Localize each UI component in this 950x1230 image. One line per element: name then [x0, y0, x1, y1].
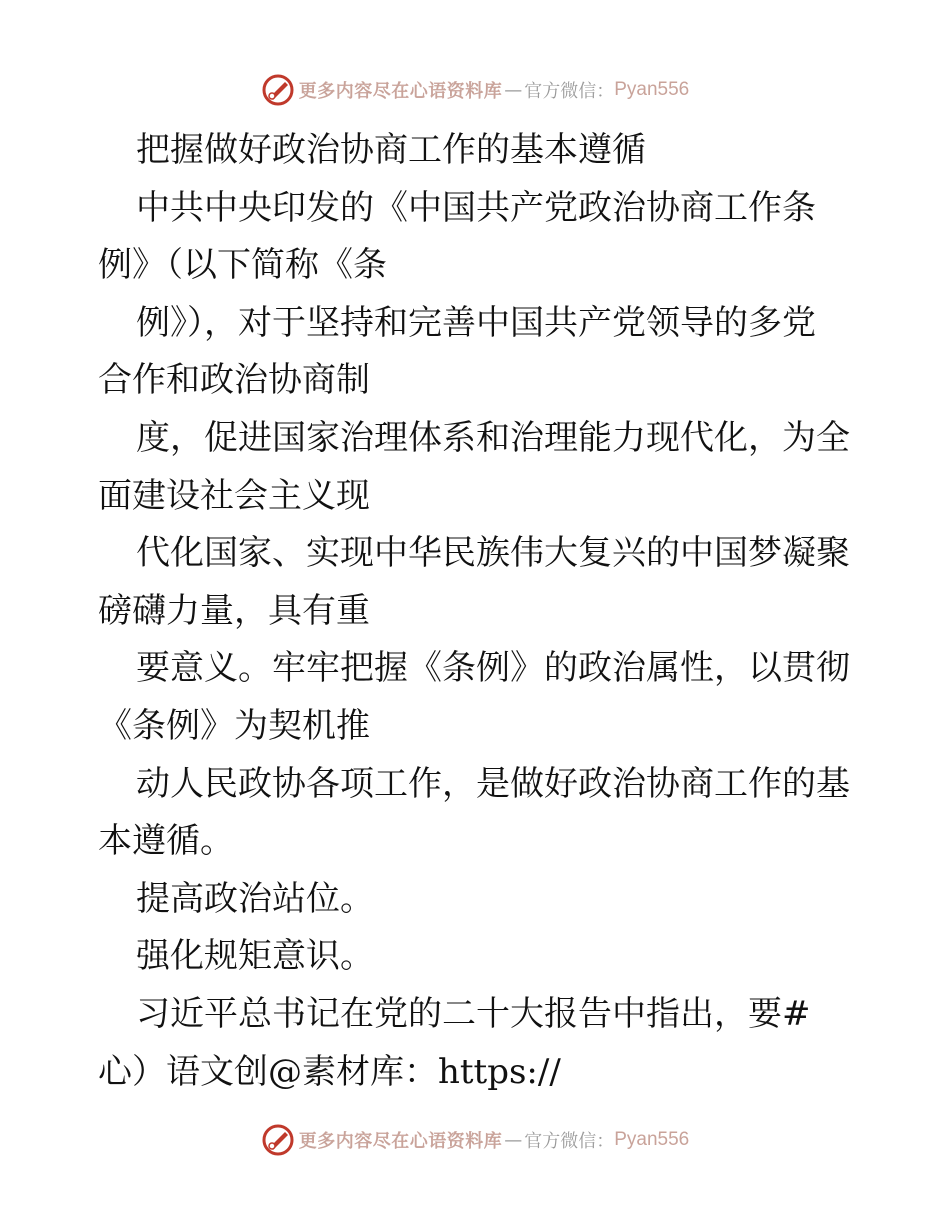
text-line: 例》（以下简称《条 — [98, 245, 387, 286]
text-line: 把握做好政治协商工作的基本遵循 — [136, 130, 646, 170]
text-line: 合作和政治协商制 — [98, 360, 370, 401]
text-line: 习近平总书记在党的二十大报告中指出，要# — [136, 993, 811, 1034]
text-line: 例》），对于坚持和完善中国共产党领导的多党 — [136, 302, 816, 343]
text-line: 提高政治站位。 — [136, 878, 374, 919]
text-line: 中共中央印发的《中国共产党政治协商工作条 — [136, 187, 816, 228]
logo-icon — [261, 73, 295, 107]
text-line: 磅礴力量，具有重 — [98, 590, 370, 631]
text-line: 强化规矩意识。 — [136, 936, 374, 977]
text-line: 度，促进国家治理体系和治理能力现代化，为全 — [136, 417, 850, 458]
text-line: 面建设社会主义现 — [98, 475, 370, 516]
banner-wechat-label: 官方微信： — [524, 1131, 615, 1152]
banner-wechat-id: Pyan556 — [614, 1129, 690, 1150]
footer-banner — [0, 1120, 950, 1160]
text-line: 本遵循。 — [98, 821, 234, 862]
text-line: 要意义。牢牢把握《条例》的政治属性，以贯彻 — [136, 648, 850, 689]
banner-dash: — — [504, 79, 523, 101]
banner-dash: — — [504, 1129, 523, 1151]
header-banner — [0, 70, 950, 110]
banner-text: 更多内容尽在心语资料库 — [298, 81, 503, 102]
text-line: 代化国家、实现中华民族伟大复兴的中国梦凝聚 — [136, 533, 850, 574]
document-body — [98, 122, 868, 1101]
banner-text: 更多内容尽在心语资料库 — [298, 1131, 503, 1152]
banner-wechat-id: Pyan556 — [614, 79, 690, 100]
banner-wechat-label: 官方微信： — [524, 81, 615, 102]
logo-icon — [261, 1123, 295, 1157]
text-line: 动人民政协各项工作，是做好政治协商工作的基 — [136, 763, 850, 804]
text-line: 《条例》为契机推 — [98, 705, 370, 746]
text-line: 心）语文创@素材库：https:// — [98, 1051, 561, 1092]
